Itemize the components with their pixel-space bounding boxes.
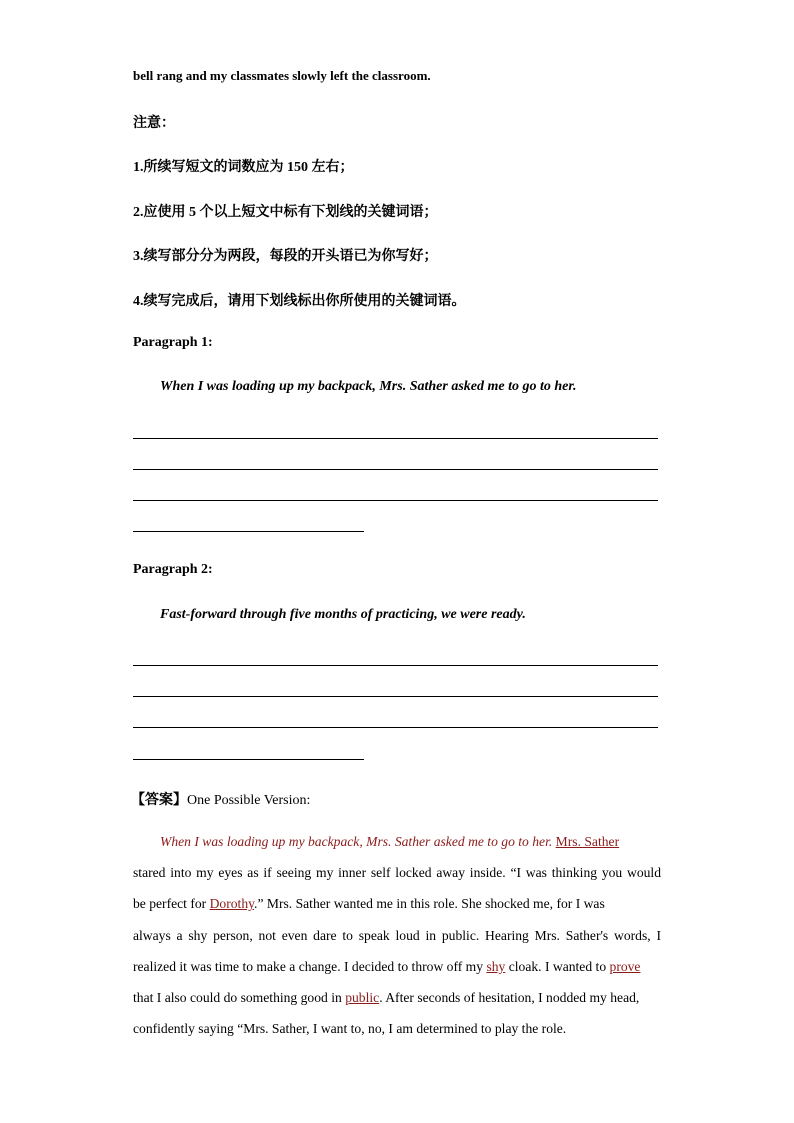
keyword-public: public (345, 990, 380, 1005)
answer-line-2: stared into my eyes as if seeing my inner self locked away inside. “I was thinking you would (133, 865, 661, 880)
answer-line-7: confidently saying “Mrs. Sather, I want to, no, I am determined to play the role. (133, 1021, 567, 1036)
note-rule-2: 2.应使用 5 个以上短文中标有下划线的关键词语； (133, 205, 438, 220)
answer-text: .” Mrs. Sather wanted me in this role. She shocked me, for I was (254, 896, 605, 911)
answer-bracket-label: 【答案】 (131, 793, 187, 808)
writing-line (133, 531, 364, 532)
answer-line-3 (133, 896, 661, 912)
keyword-mrs-sather: Mrs. Sather (555, 834, 620, 849)
answer-text: realized it was time to make a change. I decided to throw off my (133, 959, 487, 974)
note-rule-3: 3.续写部分分为两段，每段的开头语已为你写好； (133, 249, 438, 264)
answer-text: . After seconds of hesitation, I nodded my head, (379, 990, 640, 1005)
note-rule-1: 1.所续写短文的词数应为 150 左右； (133, 160, 354, 175)
writing-line (133, 438, 658, 439)
keyword-dorothy: Dorothy (209, 896, 255, 911)
answer-text: that I also could do something good in (133, 990, 346, 1005)
writing-line (133, 665, 658, 666)
answer-text: cloak. I wanted to (505, 959, 610, 974)
note-rule-4: 4.续写完成后，请用下划线标出你所使用的关键词语。 (133, 294, 466, 309)
paragraph-2-heading: Paragraph 2: (133, 562, 213, 577)
answer-line-5 (133, 959, 661, 975)
keyword-prove: prove (609, 959, 641, 974)
intro-tail-text: bell rang and my classmates slowly left the classroom. (133, 68, 431, 83)
writing-line (133, 469, 658, 470)
answer-line-1 (160, 834, 662, 850)
answer-version-label: One Possible Version: (187, 793, 311, 808)
writing-line (133, 759, 364, 760)
answer-line-4: always a shy person, not even dare to speak loud in public. Hearing Mrs. Sather's words, I (133, 928, 661, 943)
writing-line (133, 696, 658, 697)
paragraph-1-opener: When I was loading up my backpack, Mrs. Sather asked me to go to her. (160, 379, 577, 394)
keyword-shy: shy (486, 959, 506, 974)
notes-title: 注意： (133, 116, 175, 131)
writing-line (133, 727, 658, 728)
answer-line-6 (133, 990, 661, 1006)
answer-opener: When I was loading up my backpack, Mrs. Sather asked me to go to her. (160, 834, 553, 849)
paragraph-1-heading: Paragraph 1: (133, 335, 213, 350)
writing-line (133, 500, 658, 501)
paragraph-2-opener: Fast-forward through five months of practicing, we were ready. (160, 607, 526, 622)
answer-text: be perfect for (133, 896, 210, 911)
answer-heading (131, 789, 310, 809)
